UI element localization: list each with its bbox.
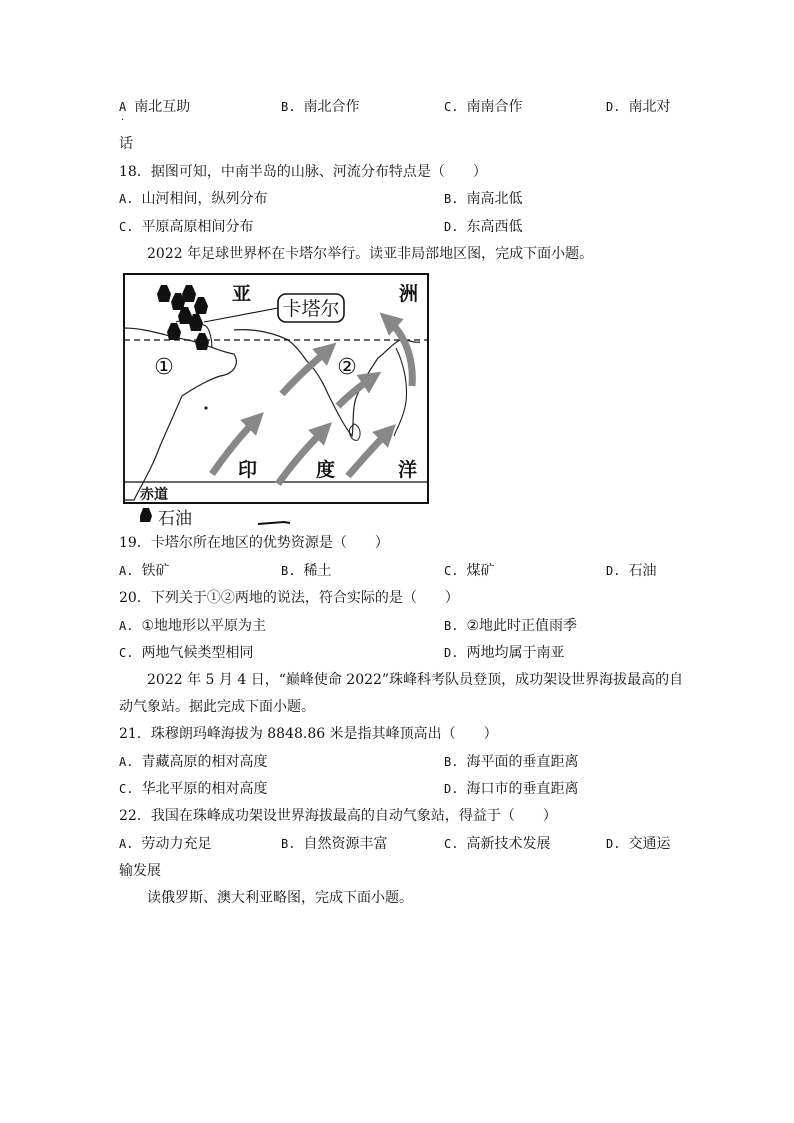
intro-everest-line1: 2022 年 5 月 4 日，“巅峰使命 2022”珠峰科考队员登顶，成功架设世界海拔最高的自 (147, 672, 684, 688)
intro-everest-line2: 动气象站。据此完成下面小题。 (119, 699, 315, 715)
q17-option-b: B. 南北合作 (281, 99, 360, 115)
ocean-label-1: 印 (238, 459, 258, 481)
q22-option-b: B. 自然资源丰富 (281, 836, 388, 852)
small-island (204, 406, 207, 409)
q20-options-row2 (119, 644, 679, 662)
q17-dot: · (121, 115, 125, 126)
q21-stem: 21．珠穆朗玛峰海拔为 8848.86 米是指其峰顶高出（ ） (119, 726, 498, 742)
q18-option-b: B. 南高北低 (444, 191, 523, 207)
q19-option-b: B. 稀土 (281, 563, 332, 579)
q18-option-d: D. 东高西低 (444, 219, 523, 235)
q17-options (119, 98, 679, 116)
q19-options (119, 562, 679, 580)
ocean-label-3: 洋 (398, 459, 418, 481)
q20-option-b: B. ②地此时正值雨季 (444, 618, 578, 634)
q21-option-c: C. 华北平原的相对高度 (119, 781, 268, 797)
q21-options-row2 (119, 780, 679, 798)
q19-option-d: D. 石油 (606, 563, 657, 579)
q22-option-a: A. 劳动力充足 (119, 836, 212, 852)
oil-legend-icon (140, 508, 152, 522)
q20-option-a: A. ①地地形以平原为主 (119, 618, 267, 634)
region-2-label: ② (337, 355, 357, 380)
asia-label-1: 亚 (232, 283, 252, 305)
q18-option-a: A. 山河相间，纵列分布 (119, 191, 268, 207)
q20-option-d: D. 两地均属于南亚 (444, 645, 565, 661)
q21-option-a: A. 青藏高原的相对高度 (119, 754, 268, 770)
q22-stem: 22．我国在珠峰成功架设世界海拔最高的自动气象站，得益于（ ） (119, 808, 557, 824)
q19-option-c: C. 煤矿 (444, 563, 495, 579)
region-1-label: ① (154, 355, 174, 380)
intro-russia-australia: 读俄罗斯、澳大利亚略图，完成下面小题。 (147, 890, 413, 906)
asia-africa-map (116, 270, 436, 528)
q17-wrap: 话 (119, 136, 133, 152)
q20-stem: 20．下列关于①②两地的说法，符合实际的是（ ） (119, 590, 459, 606)
q21-option-d: D. 海口市的垂直距离 (444, 781, 579, 797)
q21-options-row1 (119, 753, 679, 771)
q19-stem: 19．卡塔尔所在地区的优势资源是（ ） (119, 535, 389, 551)
q18-options-row2 (119, 218, 679, 236)
equator-label: 赤道 (140, 487, 168, 503)
q18-option-c: C. 平原高原相间分布 (119, 219, 254, 235)
q20-options-row1 (119, 617, 679, 635)
q18-options-row1 (119, 190, 679, 208)
q17-option-d: D. 南北对 (606, 99, 671, 115)
q17-option-c: C. 南南合作 (444, 99, 523, 115)
q21-option-b: B. 海平面的垂直距离 (444, 754, 579, 770)
intro-worldcup: 2022 年足球世界杯在卡塔尔举行。读亚非局部地区图，完成下面小题。 (147, 246, 594, 262)
q22-option-d: D. 交通运 (606, 836, 671, 852)
q22-options (119, 835, 679, 853)
asia-label-2: 洲 (399, 283, 419, 305)
oil-legend-label: 石油 (158, 509, 192, 528)
legend-fragment-mark (258, 522, 290, 524)
q20-option-c: C. 两地气候类型相同 (119, 645, 254, 661)
q17-option-a: A 南北互助 (119, 99, 191, 115)
q22-option-c: C. 高新技术发展 (444, 836, 551, 852)
ocean-label-2: 度 (316, 459, 336, 481)
q18-stem: 18．据图可知，中南半岛的山脉、河流分布特点是（ ） (119, 164, 487, 180)
q22-wrap: 输发展 (119, 863, 161, 879)
q19-option-a: A. 铁矿 (119, 563, 170, 579)
qatar-label: 卡塔尔 (282, 298, 340, 320)
